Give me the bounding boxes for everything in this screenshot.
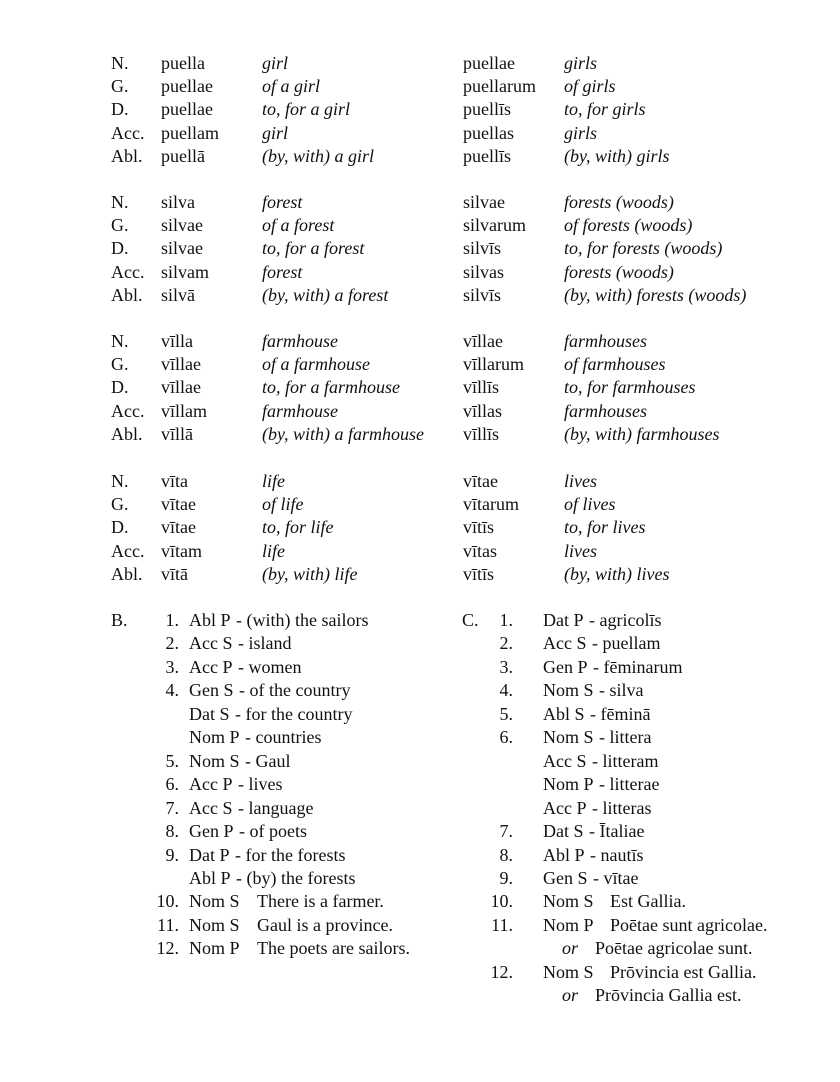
exercise-line xyxy=(111,726,511,750)
plural-form: puellarum xyxy=(463,76,536,97)
exercise-line xyxy=(111,703,511,727)
grammatical-form: Nom S xyxy=(543,891,594,912)
answer-text: - (by) the forests xyxy=(236,867,356,888)
exercise-line xyxy=(462,914,840,938)
plural-meaning: (by, with) lives xyxy=(564,563,670,584)
plural-form: vīllīs xyxy=(463,377,500,398)
singular-meaning: forest xyxy=(262,261,303,282)
exercise-line xyxy=(462,773,840,797)
case-label: G. xyxy=(111,354,129,375)
singular-form: silvam xyxy=(161,261,209,282)
grammatical-form: Acc S xyxy=(543,750,587,771)
plural-meaning: lives xyxy=(564,471,597,491)
exercise-line xyxy=(111,867,511,891)
singular-meaning: forest xyxy=(262,192,303,212)
answer-text: - countries xyxy=(245,727,322,748)
plural-form: vīllarum xyxy=(463,354,524,375)
exercise-line xyxy=(462,726,840,750)
answer-text: - littera xyxy=(599,727,652,748)
exercise-line xyxy=(111,890,511,914)
answer-text: - litterae xyxy=(599,774,660,795)
alternative-marker: or xyxy=(562,938,579,959)
exercise-line xyxy=(111,820,511,844)
plural-meaning: of farmhouses xyxy=(564,354,666,375)
plural-form: silvīs xyxy=(463,238,502,259)
grammatical-form: Nom P xyxy=(189,938,240,959)
case-label: Abl. xyxy=(111,563,143,584)
singular-meaning: girl xyxy=(262,122,289,143)
exercise-line xyxy=(462,820,840,844)
singular-form: vīllam xyxy=(161,400,207,421)
plural-meaning: (by, with) forests (woods) xyxy=(564,284,747,305)
singular-form: vīllae xyxy=(161,377,201,398)
singular-form: puellam xyxy=(161,122,219,143)
singular-form: vītā xyxy=(161,563,188,584)
grammatical-form: Nom P xyxy=(543,774,594,795)
plural-meaning: lives xyxy=(564,540,597,561)
plural-meaning: farmhouses xyxy=(564,331,648,351)
singular-meaning: of a forest xyxy=(262,215,335,236)
plural-form: silvarum xyxy=(463,215,526,236)
singular-meaning: to, for a forest xyxy=(262,238,365,259)
grammatical-form: Acc P xyxy=(543,797,587,818)
case-label: Abl. xyxy=(111,145,143,166)
grammatical-form: Gen S xyxy=(189,680,234,701)
case-label: G. xyxy=(111,76,129,97)
exercise-line xyxy=(462,632,840,656)
item-number: 12. xyxy=(156,938,179,959)
exercise-line xyxy=(111,656,511,680)
plural-meaning: to, for forests (woods) xyxy=(564,238,723,259)
grammatical-form: Acc S xyxy=(189,633,233,654)
item-number: 11. xyxy=(491,914,513,935)
grammatical-form: Nom P xyxy=(189,727,240,748)
singular-meaning: to, for a girl xyxy=(262,99,351,120)
case-label: Acc. xyxy=(111,261,145,282)
plural-meaning: of lives xyxy=(564,494,616,515)
case-label: N. xyxy=(111,53,129,73)
grammatical-form: Nom S xyxy=(543,727,594,748)
answer-text: - language xyxy=(238,797,314,818)
grammatical-form: Acc P xyxy=(189,656,233,677)
plural-meaning: (by, with) farmhouses xyxy=(564,423,720,444)
declension-row xyxy=(0,261,840,284)
plural-meaning: farmhouses xyxy=(564,400,648,421)
case-label: D. xyxy=(111,99,129,120)
answer-text: - puellam xyxy=(592,633,661,654)
item-number: 10. xyxy=(156,891,179,912)
item-number: 7. xyxy=(165,797,179,818)
plural-form: puellae xyxy=(463,53,515,73)
answer-text: Poētae sunt agricolae. xyxy=(610,914,768,935)
exercise-line xyxy=(462,937,840,961)
answer-text: - fēminarum xyxy=(593,656,683,677)
grammatical-form: Abl P xyxy=(189,610,231,630)
declension-row xyxy=(0,330,840,353)
singular-form: vīllā xyxy=(161,423,193,444)
exercise-line xyxy=(111,797,511,821)
answer-text: - of the country xyxy=(239,680,351,701)
singular-meaning: of life xyxy=(262,494,304,515)
item-number: 10. xyxy=(490,891,513,912)
declension-row xyxy=(0,400,840,423)
grammatical-form: Nom S xyxy=(543,680,594,701)
exercise-b-label: B. xyxy=(111,610,128,630)
plural-form: vītīs xyxy=(463,517,495,538)
declension-row xyxy=(0,493,840,516)
plural-form: vīllae xyxy=(463,331,503,351)
singular-form: silva xyxy=(161,192,195,212)
item-number: 2. xyxy=(165,633,179,654)
grammatical-form: Nom P xyxy=(543,914,594,935)
exercise-line xyxy=(462,656,840,680)
declension-row xyxy=(0,145,840,168)
singular-form: vīta xyxy=(161,471,188,491)
declension-row xyxy=(0,214,840,237)
declension-row xyxy=(0,376,840,399)
answer-text: - fēminā xyxy=(590,703,651,724)
grammatical-form: Nom S xyxy=(189,914,240,935)
plural-form: silvae xyxy=(463,192,505,212)
case-label: G. xyxy=(111,494,129,515)
item-number: 5. xyxy=(499,703,513,724)
plural-form: puellīs xyxy=(463,145,511,166)
exercise-line xyxy=(111,750,511,774)
plural-form: vītīs xyxy=(463,563,495,584)
answer-text: - silva xyxy=(599,680,644,701)
plural-meaning: to, for lives xyxy=(564,517,646,538)
plural-meaning: forests (woods) xyxy=(564,261,674,282)
plural-form: vīllīs xyxy=(463,423,500,444)
item-number: 1. xyxy=(499,610,513,630)
answer-text: - women xyxy=(238,656,302,677)
exercise-line xyxy=(462,890,840,914)
singular-meaning: farmhouse xyxy=(262,331,338,351)
grammatical-form: Nom S xyxy=(189,891,240,912)
singular-form: puellae xyxy=(161,76,213,97)
exercise-line xyxy=(462,703,840,727)
case-label: Abl. xyxy=(111,423,143,444)
singular-meaning: (by, with) a forest xyxy=(262,284,389,305)
case-label: Abl. xyxy=(111,284,143,305)
answer-text: - vītae xyxy=(593,867,639,888)
declension-row xyxy=(0,540,840,563)
singular-meaning: of a girl xyxy=(262,76,321,97)
item-number: 8. xyxy=(165,821,179,842)
declension-row xyxy=(0,191,840,214)
item-number: 7. xyxy=(499,821,513,842)
grammatical-form: Acc S xyxy=(543,633,587,654)
plural-form: silvīs xyxy=(463,284,502,305)
exercise-line xyxy=(462,984,840,1008)
declension-row xyxy=(0,516,840,539)
item-number: 3. xyxy=(165,656,179,677)
singular-meaning: farmhouse xyxy=(262,400,338,421)
item-number: 5. xyxy=(165,750,179,771)
exercise-line xyxy=(462,609,840,633)
answer-text: - for the forests xyxy=(235,844,346,865)
singular-form: silvae xyxy=(161,215,203,236)
singular-meaning: to, for a farmhouse xyxy=(262,377,401,398)
plural-meaning: to, for farmhouses xyxy=(564,377,696,398)
singular-form: silvā xyxy=(161,284,195,305)
item-number: 12. xyxy=(490,961,513,982)
case-label: Acc. xyxy=(111,400,145,421)
exercise-line xyxy=(111,914,511,938)
answer-text: The poets are sailors. xyxy=(257,938,410,959)
exercise-line xyxy=(111,679,511,703)
answer-text: Prōvincia Gallia est. xyxy=(595,985,742,1006)
item-number: 4. xyxy=(165,680,179,701)
answer-text: Poētae agricolae sunt. xyxy=(595,938,753,959)
plural-meaning: forests (woods) xyxy=(564,192,674,212)
singular-meaning: (by, with) life xyxy=(262,563,358,584)
plural-meaning: of forests (woods) xyxy=(564,215,693,236)
singular-form: vītam xyxy=(161,540,202,561)
grammatical-form: Abl S xyxy=(543,703,585,724)
answer-text: - island xyxy=(238,633,292,654)
case-label: D. xyxy=(111,517,129,538)
item-number: 4. xyxy=(499,680,513,701)
case-label: Acc. xyxy=(111,540,145,561)
item-number: 1. xyxy=(165,610,179,630)
answer-text: Prōvincia est Gallia. xyxy=(610,961,757,982)
plural-form: puellīs xyxy=(463,99,511,120)
exercise-line xyxy=(462,797,840,821)
item-number: 9. xyxy=(499,867,513,888)
answer-text: - of poets xyxy=(239,821,307,842)
exercise-line xyxy=(462,679,840,703)
case-label: N. xyxy=(111,192,129,212)
declension-row xyxy=(0,237,840,260)
singular-form: puella xyxy=(161,53,205,73)
answer-text: - nautīs xyxy=(590,844,644,865)
singular-meaning: to, for life xyxy=(262,517,334,538)
singular-form: vīllae xyxy=(161,354,201,375)
grammatical-form: Gen S xyxy=(543,867,588,888)
item-number: 2. xyxy=(499,633,513,654)
plural-meaning: (by, with) girls xyxy=(564,145,670,166)
plural-form: vītarum xyxy=(463,494,519,515)
answer-text: - litteram xyxy=(592,750,659,771)
item-number: 9. xyxy=(165,844,179,865)
grammatical-form: Abl P xyxy=(189,867,231,888)
exercise-line xyxy=(462,750,840,774)
exercise-line xyxy=(462,867,840,891)
item-number: 6. xyxy=(165,774,179,795)
plural-form: vīllas xyxy=(463,400,502,421)
exercise-line xyxy=(111,609,511,633)
item-number: 11. xyxy=(157,914,179,935)
case-label: Acc. xyxy=(111,122,145,143)
answer-text: Est Gallia. xyxy=(610,891,686,912)
grammatical-form: Dat P xyxy=(543,610,584,630)
exercise-line xyxy=(111,844,511,868)
item-number: 3. xyxy=(499,656,513,677)
item-number: 6. xyxy=(499,727,513,748)
exercise-line xyxy=(111,632,511,656)
case-label: G. xyxy=(111,215,129,236)
answer-text: - agricolīs xyxy=(589,610,662,630)
answer-text: - litteras xyxy=(592,797,652,818)
alternative-marker: or xyxy=(562,985,579,1006)
exercise-line xyxy=(111,937,511,961)
grammatical-form: Dat S xyxy=(543,821,584,842)
declension-row xyxy=(0,75,840,98)
declension-row xyxy=(0,98,840,121)
answer-text: - Ītaliae xyxy=(589,821,645,842)
singular-form: vīlla xyxy=(161,331,193,351)
singular-form: puellae xyxy=(161,99,213,120)
answer-text: - for the country xyxy=(235,703,353,724)
answer-text: - lives xyxy=(238,774,283,795)
answer-text: Gaul is a province. xyxy=(257,914,393,935)
declension-row xyxy=(0,122,840,145)
singular-meaning: (by, with) a farmhouse xyxy=(262,423,424,444)
plural-meaning: to, for girls xyxy=(564,99,646,120)
plural-form: silvas xyxy=(463,261,505,282)
singular-form: puellā xyxy=(161,145,205,166)
declension-row xyxy=(0,52,840,75)
answer-text: - Gaul xyxy=(245,750,291,771)
singular-form: vītae xyxy=(161,517,196,538)
plural-meaning: girls xyxy=(564,53,598,73)
singular-meaning: (by, with) a girl xyxy=(262,145,374,166)
grammatical-form: Abl P xyxy=(543,844,585,865)
grammatical-form: Nom S xyxy=(189,750,240,771)
case-label: N. xyxy=(111,331,129,351)
singular-meaning: of a farmhouse xyxy=(262,354,370,375)
grammatical-form: Dat S xyxy=(189,703,230,724)
grammatical-form: Acc S xyxy=(189,797,233,818)
declension-row xyxy=(0,353,840,376)
plural-meaning: girls xyxy=(564,122,598,143)
declension-row xyxy=(0,423,840,446)
declension-row xyxy=(0,563,840,586)
exercise-line xyxy=(462,961,840,985)
item-number: 8. xyxy=(499,844,513,865)
plural-form: vītae xyxy=(463,471,498,491)
singular-meaning: life xyxy=(262,540,285,561)
case-label: D. xyxy=(111,238,129,259)
plural-meaning: of girls xyxy=(564,76,616,97)
singular-form: vītae xyxy=(161,494,196,515)
singular-meaning: girl xyxy=(262,53,289,73)
plural-form: puellas xyxy=(463,122,514,143)
singular-form: silvae xyxy=(161,238,203,259)
exercise-line xyxy=(111,773,511,797)
declension-row xyxy=(0,470,840,493)
singular-meaning: life xyxy=(262,471,285,491)
exercise-line xyxy=(462,844,840,868)
grammatical-form: Dat P xyxy=(189,844,230,865)
case-label: N. xyxy=(111,471,129,491)
grammatical-form: Nom S xyxy=(543,961,594,982)
grammatical-form: Gen P xyxy=(189,821,234,842)
grammatical-form: Acc P xyxy=(189,774,233,795)
answer-text: There is a farmer. xyxy=(257,891,384,912)
declension-row xyxy=(0,284,840,307)
exercise-c-label: C. xyxy=(462,610,479,630)
answer-text: - (with) the sailors xyxy=(236,610,369,630)
plural-form: vītas xyxy=(463,540,497,561)
case-label: D. xyxy=(111,377,129,398)
grammatical-form: Gen P xyxy=(543,656,588,677)
